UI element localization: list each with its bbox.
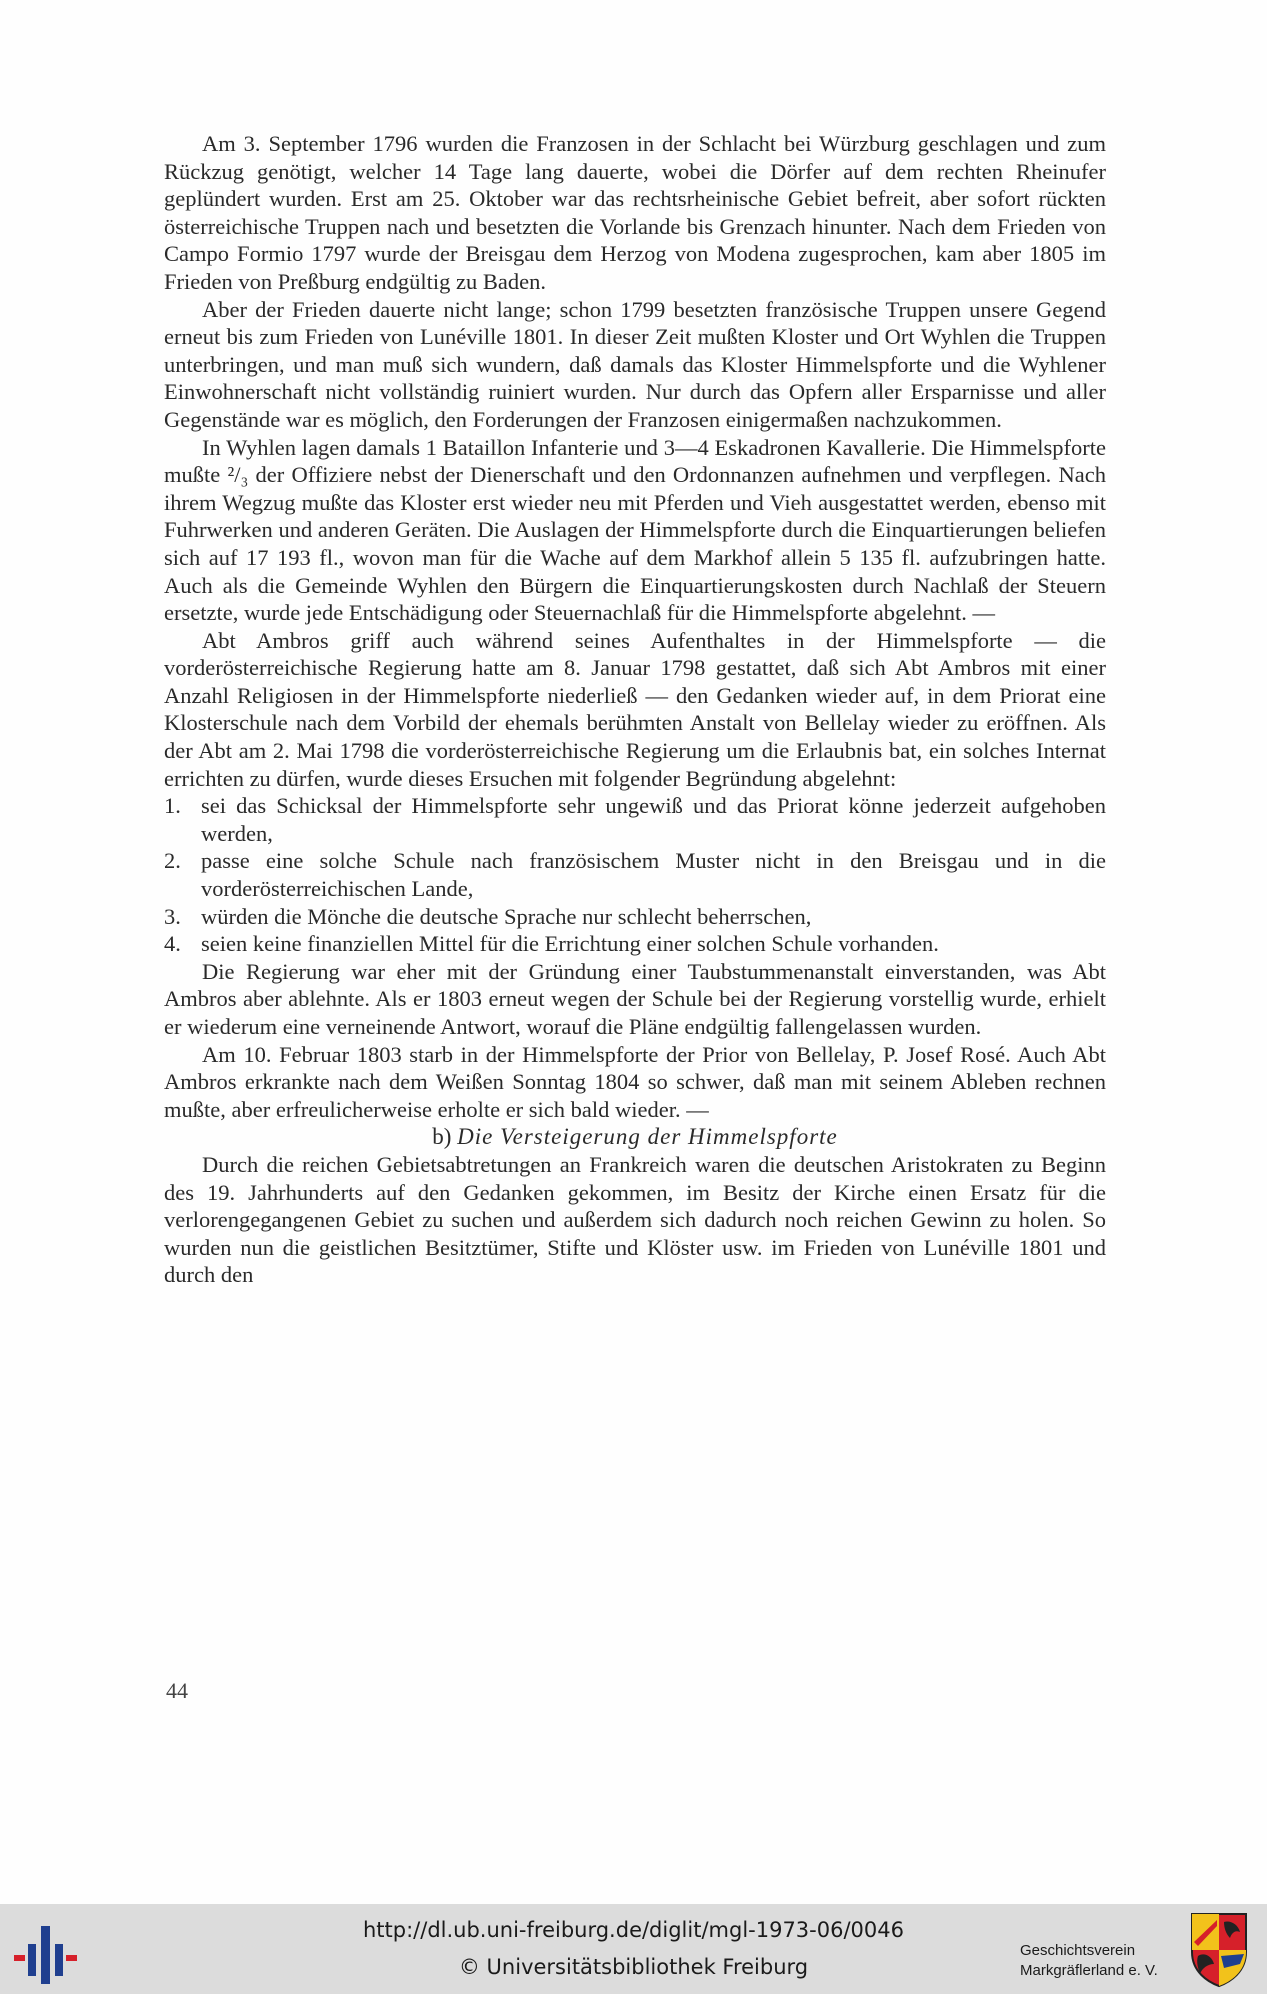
society-line2: Markgräflerland e. V. <box>1020 1962 1158 1979</box>
list-item <box>164 792 1106 847</box>
paragraph: Am 10. Februar 1803 starb in der Himmelspforte der Prior von Bellelay, P. Josef Rosé. Auch Abt Ambros erkrankte nach dem Weißen Sonntag 1804 so schwer, daß man mit seinem Ableben rechnen mußte, aber erfreulicherweise erholte er sich bald wieder. — <box>164 1041 1106 1122</box>
section-label: b) <box>432 1124 452 1150</box>
paragraph: In Wyhlen lagen damals 1 Bataillon Infanterie und 3—4 Eskadronen Kavallerie. Die Himmelspforte mußte ²/₃ der Offiziere nebst der Dienerschaft und den Ordonnanzen aufnehmen und verpflegen. Nach ihrem Wegzug mußte das Kloster erst wieder neu mit Pferden und Vieh ausgestattet werden, ebenso mit Fuhrwerken und anderen Geräten. Die Auslagen der Himmelspforte durch die Einquartierungen beliefen sich auf 17 193 fl., wovon man für die Wache auf dem Markhof allein 5 135 fl. aufzubringen hatte. Auch als die Gemeinde Wyhlen den Bürgern die Einquartierungskosten durch Nachlaß der Steuern ersetzte, wurde jede Entschädigung oder Steuernachlaß für die Himmelspforte abgelehnt. — <box>164 434 1106 626</box>
paragraph: Aber der Frieden dauerte nicht lange; schon 1799 besetzten französische Truppen unsere Gegend erneut bis zum Frieden von Lunéville 1801. In dieser Zeit mußten Kloster und Ort Wyhlen die Truppen unterbringen, und man muß sich wundern, daß damals das Kloster Himmelspforte und die Wyhlener Einwohnerschaft nicht vollständig ruiniert wurden. Nur durch das Opfern aller Ersparnisse und aller Gegenstände war es möglich, den Forderungen der Franzosen einigermaßen nachzukommen. <box>164 296 1106 432</box>
paragraph: Am 3. September 1796 wurden die Franzosen in der Schlacht bei Würzburg geschlagen und zum Rückzug genötigt, welcher 14 Tage lang dauerte, wobei die Dörfer auf dem rechten Rheinufer geplündert wurden. Erst am 25. Oktober war das rechtsrheinische Gebiet befreit, aber sofort rückten österreichische Truppen nach und besetzten die Vorlande bis Grenzach hinunter. Nach dem Frieden von Campo Formio 1797 wurde der Breisgau dem Herzog von Modena zugesprochen, kam aber 1805 im Frieden von Preßburg endgültig zu Baden. <box>164 131 1106 294</box>
section-title: Die Versteigerung der Himmelspforte <box>457 1124 838 1150</box>
list-number: 3. <box>164 903 181 929</box>
list-number: 4. <box>164 931 181 957</box>
paragraph: Die Regierung war eher mit der Gründung einer Taubstummenanstalt einverstanden, was Abt Ambros aber ablehnte. Als er 1803 erneut wegen der Schule bei der Regierung vorstellig wurde, erhielt er wiederum eine verneinende Antwort, worauf die Pläne endgültig fallengelassen wurden. <box>164 958 1106 1039</box>
list-item <box>164 847 1106 902</box>
page-number: 44 <box>166 1678 188 1703</box>
society-name <box>1020 1941 1158 1981</box>
coat-of-arms-icon <box>1190 1912 1248 1988</box>
society-line1: Geschichtsverein <box>1020 1942 1136 1959</box>
section-heading <box>164 1123 1106 1151</box>
list-item <box>164 903 1106 931</box>
list-text: seien keine finanziellen Mittel für die Errichtung einer solchen Schule vorhanden. <box>201 931 939 957</box>
paragraph: Abt Ambros griff auch während seines Aufenthaltes in der Himmelspforte — die vorderösterreichische Regierung hatte am 8. Januar 1798 gestattet, daß sich Abt Ambros mit einer Anzahl Religiosen in der Himmelspforte niederließ — den Gedanken wieder auf, in dem Priorat eine Klosterschule nach dem Vorbild der ehemals berühmten Anstalt von Bellelay wieder zu eröffnen. Als der Abt am 2. Mai 1798 die vorderösterreichische Regierung um die Erlaubnis bat, ein solches Internat errichten zu dürfen, wurde dieses Ersuchen mit folgender Begründung abgelehnt: <box>164 627 1106 791</box>
list-item <box>164 930 1106 958</box>
document-url[interactable]: http://dl.ub.uni-freiburg.de/diglit/mgl-1973-06/0046 <box>362 1918 904 1942</box>
copyright-text: © Universitätsbibliothek Freiburg <box>458 1955 809 1979</box>
list-number: 1. <box>164 793 181 819</box>
list-number: 2. <box>164 848 181 874</box>
list-text: sei das Schicksal der Himmelspforte sehr ungewiß und das Priorat könne jederzeit aufgehoben werden, <box>201 793 1106 846</box>
body-text <box>164 130 1106 1289</box>
footer-bar <box>0 1904 1267 1994</box>
list-text: würden die Mönche die deutsche Sprache nur schlecht beherrschen, <box>201 903 812 929</box>
list-text: passe eine solche Schule nach französischem Muster nicht in den Breisgau und in die vorderösterreichischen Lande, <box>201 848 1106 902</box>
numbered-list <box>164 792 1106 958</box>
paragraph: Durch die reichen Gebietsabtretungen an Frankreich waren die deutschen Aristokraten zu Beginn des 19. Jahrhunderts auf den Gedanken gekommen, im Besitz der Kirche einen Ersatz für die verlorengegangenen Gebiet zu suchen und außerdem sich dadurch noch reichen Gewinn zu holen. So wurden nun die geistlichen Besitztümer, Stifte und Klöster usw. im Frieden von Lunéville 1801 und durch den <box>164 1151 1106 1288</box>
